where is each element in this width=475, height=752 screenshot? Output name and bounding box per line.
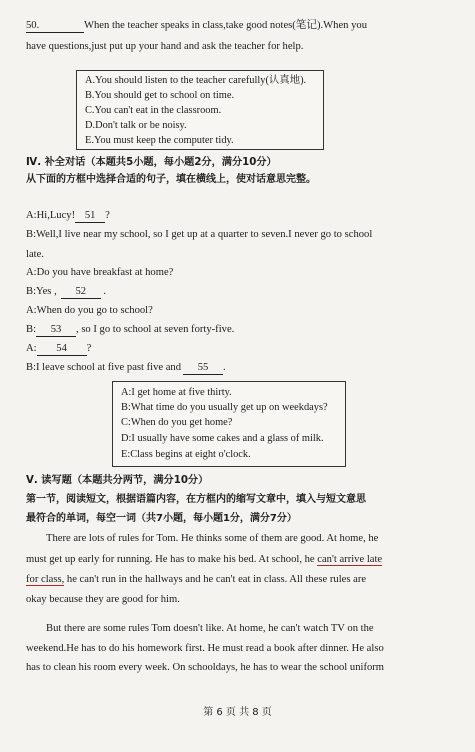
underlined-text: for class, (26, 574, 65, 585)
dialogue-line-53 (26, 323, 234, 337)
box2-option-a: A:I get home at five thirty. (121, 387, 232, 398)
q50-line (26, 19, 367, 33)
options-box-2 (112, 381, 346, 467)
section-5-instruction-2: 最符合的单词，每空一词（共7小题，每小题1分，满分7分） (26, 513, 297, 524)
dialogue-line-3: late. (26, 249, 44, 260)
box1-option-c: C.You can't eat in the classroom. (85, 105, 222, 116)
passage-p2-line1: But there are some rules Tom doesn't like. At home, he can't watch TV on the (46, 623, 374, 634)
passage-p1-line1: There are lots of rules for Tom. He thinks some of them are good. At home, he (46, 533, 379, 544)
dialogue-text: , so I go to school at seven forty-five. (76, 324, 235, 335)
q50-text: When the teacher speaks in class,take good notes(笔记).When you (84, 20, 367, 31)
box1-option-d: D.Don't talk or be noisy. (85, 120, 187, 131)
dialogue-text: ? (86, 343, 92, 354)
options-box-1 (76, 70, 324, 150)
dialogue-line-4: A:Do you have breakfast at home? (26, 267, 174, 278)
dialogue-text: A:Hi,Lucy! (26, 210, 76, 221)
passage-text: must get up early for running. He has to make his bed. At school, he (26, 554, 315, 565)
blank-55: 55 (183, 361, 223, 375)
passage-p2-line2: weekend.He has to do his homework first. He must read a book after dinner. He also (26, 643, 384, 654)
dialogue-line-55 (26, 361, 226, 375)
q50-number: 50. (26, 19, 84, 33)
box1-option-e: E.You must keep the computer tidy. (85, 135, 234, 146)
section-5-instruction-1: 第一节，阅读短文，根据语篇内容，在方框内的缩写文章中，填入与短文意思 (26, 494, 366, 505)
passage-p1-line3 (26, 573, 366, 586)
box2-option-d: D:I usually have some cakes and a glass of milk. (121, 433, 324, 444)
passage-p1-line2 (26, 553, 382, 566)
dialogue-line-52 (26, 285, 106, 299)
box2-option-c: C:When do you get home? (121, 417, 233, 428)
passage-p2-line3: has to clean his room every week. On schooldays, he has to wear the school uniform (26, 662, 385, 673)
dialogue-text: . (103, 286, 107, 297)
dialogue-text: B:I leave school at five past five and (26, 362, 182, 373)
underlined-text: can't arrive late (317, 554, 383, 565)
blank-53: 53 (36, 323, 76, 337)
section-4-heading: Ⅳ. 补全对话（本题共5小题，每小题2分，满分10分） (26, 157, 277, 168)
dialogue-text: B: (26, 324, 37, 335)
dialogue-line-2: B:Well,I live near my school, so I get up at a quarter to seven.I never go to school (26, 229, 373, 240)
box1-option-a: A.You should listen to the teacher carefully(认真地). (85, 75, 307, 86)
section-5-heading: Ⅴ. 读写题（本题共分两节，满分10分） (26, 475, 209, 486)
blank-52: 52 (61, 285, 101, 299)
dialogue-line-54 (26, 342, 91, 356)
blank-54: 54 (37, 342, 87, 356)
q50-text-line2: have questions,just put up your hand and ask the teacher for help. (26, 41, 304, 52)
dialogue-text: A: (26, 343, 37, 354)
dialogue-line-51 (26, 209, 110, 223)
dialogue-text: B:Yes , (26, 286, 57, 297)
box1-option-b: B.You should get to school on time. (85, 90, 235, 101)
box2-option-e: E:Class begins at eight o'clock. (121, 449, 251, 460)
blank-51: 51 (75, 209, 105, 223)
passage-p1-line4: okay because they are good for him. (26, 594, 180, 605)
page-footer: 第 6 页 共 8 页 (203, 707, 272, 718)
dialogue-line-6: A:When do you go to school? (26, 305, 153, 316)
passage-text: he can't run in the hallways and he can't eat in class. All these rules are (66, 574, 367, 585)
box2-option-b: B:What time do you usually get up on weekdays? (121, 402, 328, 413)
dialogue-text: . (223, 362, 226, 373)
section-4-instruction: 从下面的方框中选择合适的句子，填在横线上，使对话意思完整。 (26, 174, 316, 185)
dialogue-text: ? (105, 210, 110, 221)
